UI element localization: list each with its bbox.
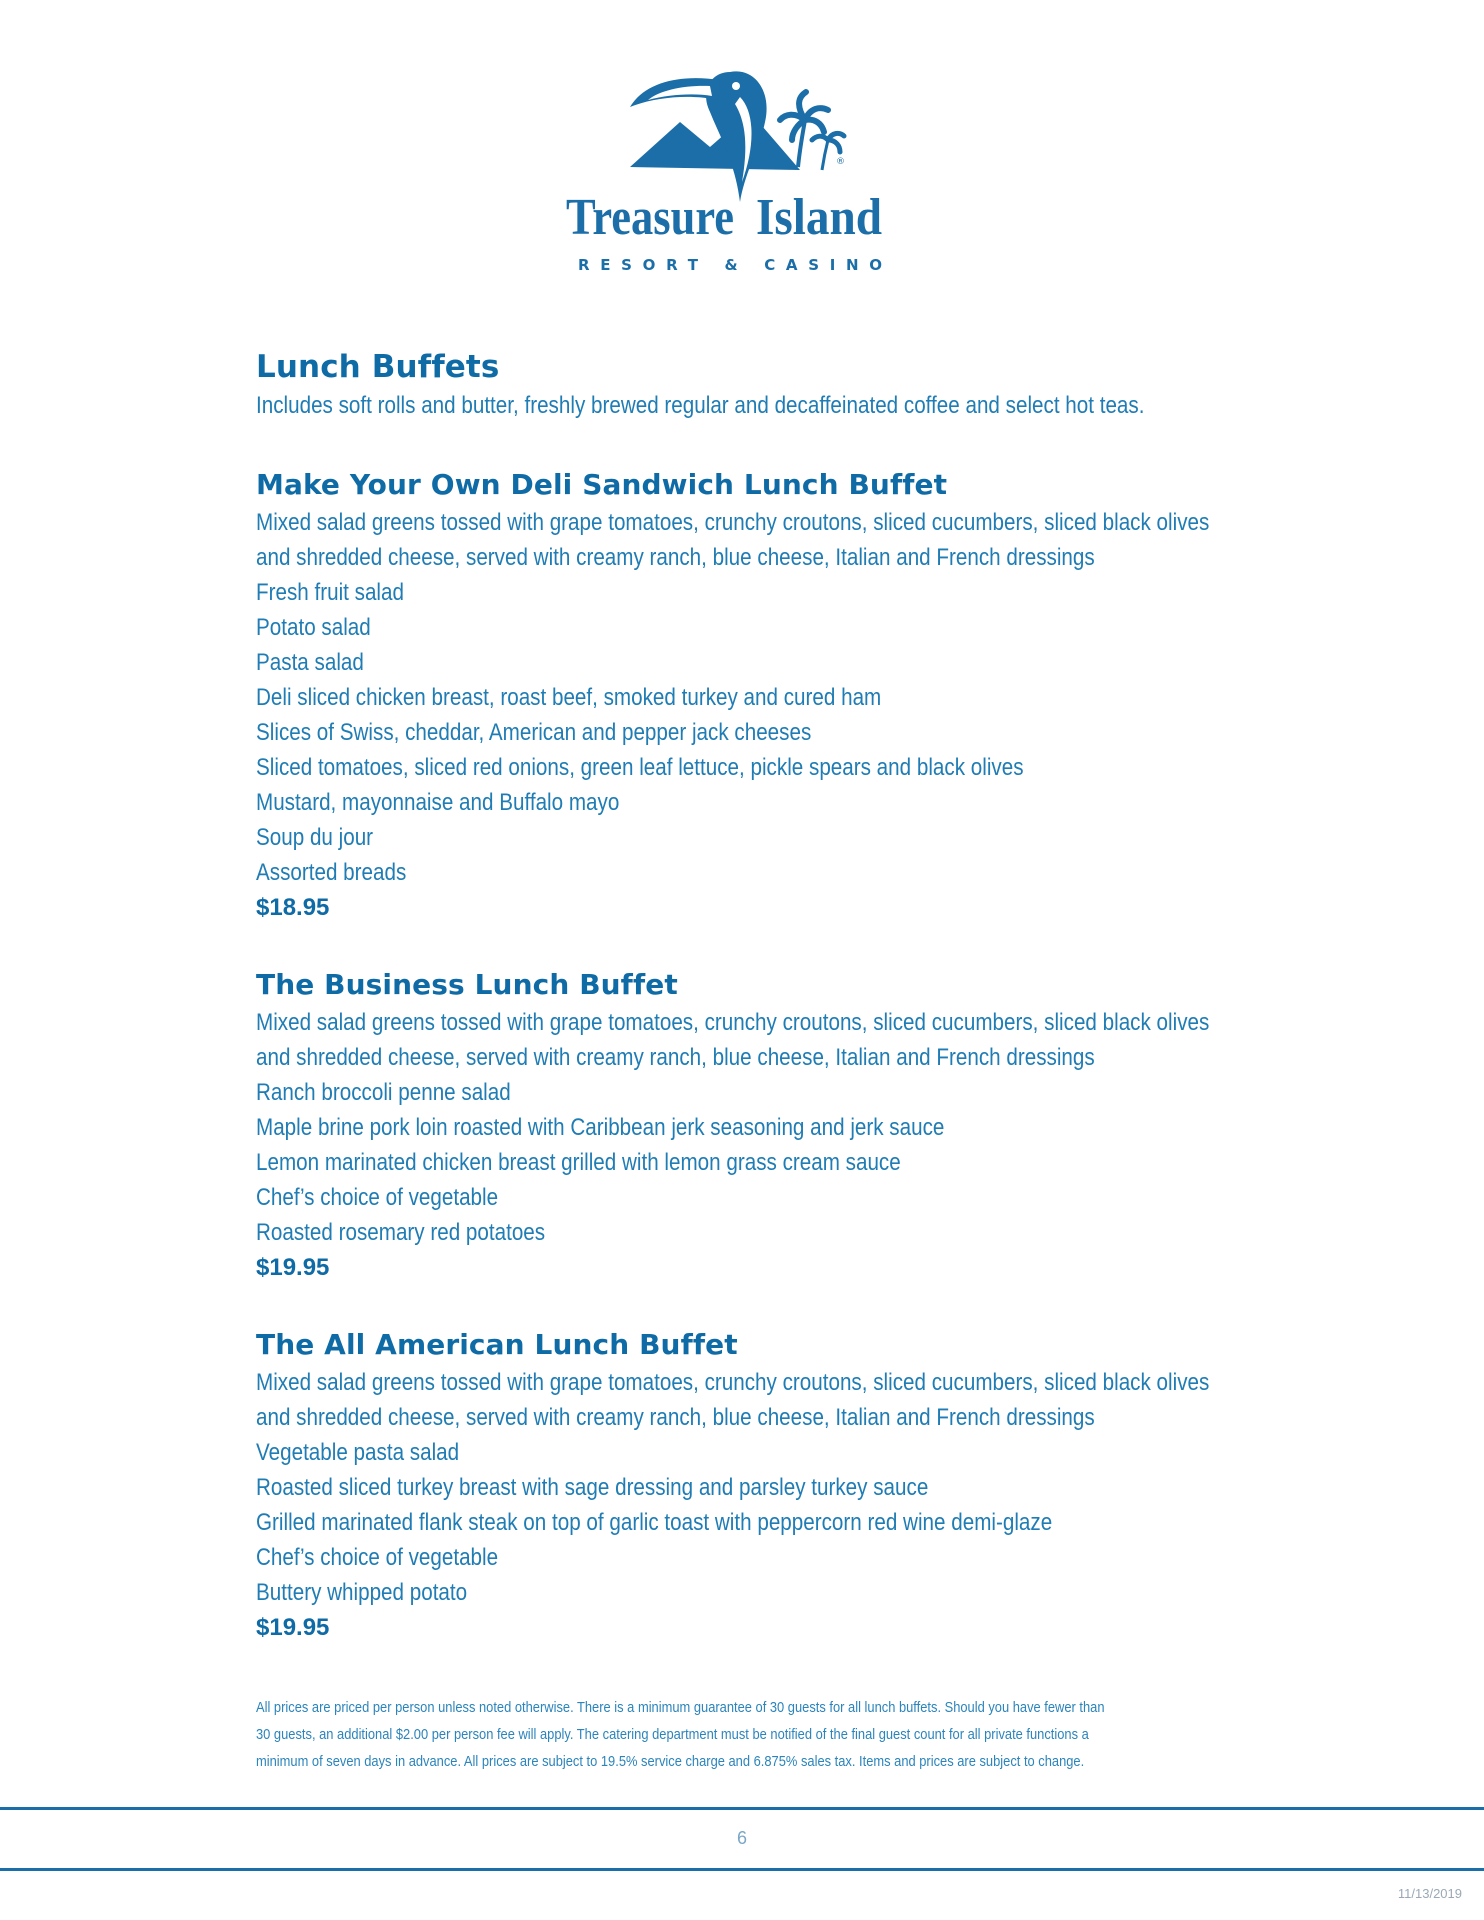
document-date: 11/13/2019	[1397, 1886, 1462, 1901]
menu-item-text: Soup du jour	[256, 824, 374, 851]
menu-item	[256, 1075, 1256, 1110]
menu-item-text: and shredded cheese, served with creamy ranch, blue cheese, Italian and French dressings	[256, 1044, 1095, 1071]
menu-item	[256, 715, 1256, 750]
menu-item	[256, 1540, 1256, 1575]
menu-item-text: Buttery whipped potato	[256, 1579, 468, 1606]
menu-item-text: Mixed salad greens tossed with grape tomatoes, crunchy croutons, sliced cucumbers, sliced black olives	[256, 1009, 1210, 1036]
menu-item	[256, 1470, 1256, 1505]
menu-item	[256, 1215, 1256, 1250]
menu-item-text: Roasted sliced turkey breast with sage dressing and parsley turkey sauce	[256, 1474, 929, 1501]
divider-bottom	[0, 1868, 1484, 1871]
menu-item-text: Pasta salad	[256, 649, 364, 676]
toucan-logo-graphic	[560, 52, 920, 282]
intro-text	[256, 388, 1256, 423]
menu-item-text: Mixed salad greens tossed with grape tomatoes, crunchy croutons, sliced cucumbers, sliced black olives	[256, 509, 1210, 536]
palm-trunk-2	[822, 140, 828, 170]
menu-content	[256, 346, 1256, 1685]
menu-item	[256, 785, 1256, 820]
intro-section	[256, 346, 1256, 423]
menu-item-text: Deli sliced chicken breast, roast beef, smoked turkey and cured ham	[256, 684, 882, 711]
footnote-line-1	[256, 1694, 1256, 1721]
menu-item-text: Assorted breads	[256, 859, 407, 886]
menu-item-text: Grilled marinated flank steak on top of garlic toast with peppercorn red wine demi-glaze	[256, 1509, 1053, 1536]
menu-item-text: Ranch broccoli penne salad	[256, 1079, 511, 1106]
menu-item	[256, 750, 1256, 785]
buffet-section	[256, 1325, 1256, 1645]
menu-item-text: Mixed salad greens tossed with grape tomatoes, crunchy croutons, sliced cucumbers, sliced black olives	[256, 1369, 1210, 1396]
buffet-title: The All American Lunch Buffet	[256, 1328, 738, 1361]
footnote-line-2-text: 30 guests, an additional $2.00 per person fee will apply. The catering department must be notified of the final guest count for all private functions a	[256, 1726, 1089, 1743]
menu-item	[256, 1110, 1256, 1145]
menu-item	[256, 855, 1256, 890]
menu-item	[256, 1400, 1256, 1435]
footnote-line-1-text: All prices are priced per person unless noted otherwise. There is a minimum guarantee of 30 guests for all lunch buffets. Should you have fewer than	[256, 1699, 1105, 1716]
page-title: Lunch Buffets	[256, 349, 500, 385]
menu-item-text: Mustard, mayonnaise and Buffalo mayo	[256, 789, 620, 816]
footnote-line-3-text: minimum of seven days in advance. All prices are subject to 19.5% service charge and 6.875% sales tax. Items and prices are subject to change.	[256, 1753, 1085, 1770]
menu-item-text: Roasted rosemary red potatoes	[256, 1219, 546, 1246]
treasure-island-logo	[560, 52, 920, 282]
buffet-title: The Business Lunch Buffet	[256, 968, 678, 1001]
footnote-line-2	[256, 1721, 1256, 1748]
menu-item	[256, 575, 1256, 610]
menu-item-text: Fresh fruit salad	[256, 579, 404, 606]
menu-item	[256, 610, 1256, 645]
menu-item-text: Potato salad	[256, 614, 371, 641]
menu-item	[256, 1575, 1256, 1610]
menu-item	[256, 540, 1256, 575]
buffet-section	[256, 965, 1256, 1285]
menu-item-text: Vegetable pasta salad	[256, 1439, 460, 1466]
menu-item-text: and shredded cheese, served with creamy ranch, blue cheese, Italian and French dressings	[256, 544, 1095, 571]
logo-name-left: Treasure	[566, 189, 734, 246]
intro-text-content: Includes soft rolls and butter, freshly brewed regular and decaffeinated coffee and select hot teas.	[256, 392, 1145, 419]
logo-tagline: RESORT & CASINO	[578, 256, 882, 274]
pricing-footnote	[256, 1694, 1256, 1775]
buffet-price: $18.95	[256, 894, 330, 921]
menu-item-text: Sliced tomatoes, sliced red onions, green leaf lettuce, pickle spears and black olives	[256, 754, 1024, 781]
menu-item	[256, 1435, 1256, 1470]
menu-item-text: Chef’s choice of vegetable	[256, 1544, 499, 1571]
divider-top	[0, 1807, 1484, 1810]
buffet-title: Make Your Own Deli Sandwich Lunch Buffet	[256, 468, 948, 501]
menu-item-text: Lemon marinated chicken breast grilled with lemon grass cream sauce	[256, 1149, 901, 1176]
menu-item	[256, 1005, 1256, 1040]
footnote-line-3	[256, 1748, 1256, 1775]
registered-mark: ®	[836, 157, 845, 167]
menu-item	[256, 1505, 1256, 1540]
page-number: 6	[736, 1828, 747, 1848]
buffet-price: $19.95	[256, 1254, 330, 1281]
menu-item-text: Maple brine pork loin roasted with Caribbean jerk seasoning and jerk sauce	[256, 1114, 945, 1141]
menu-item	[256, 1145, 1256, 1180]
buffet-price: $19.95	[256, 1614, 330, 1641]
menu-item	[256, 1365, 1256, 1400]
logo-name-right: Island	[756, 189, 883, 246]
buffet-section	[256, 465, 1256, 925]
toucan-eye	[732, 82, 740, 90]
menu-item-text: and shredded cheese, served with creamy ranch, blue cheese, Italian and French dressings	[256, 1404, 1095, 1431]
menu-item	[256, 505, 1256, 540]
menu-item	[256, 1040, 1256, 1075]
menu-item-text: Chef’s choice of vegetable	[256, 1184, 499, 1211]
menu-item	[256, 820, 1256, 855]
menu-item	[256, 680, 1256, 715]
buffet-list	[256, 465, 1256, 1645]
menu-item	[256, 645, 1256, 680]
menu-item-text: Slices of Swiss, cheddar, American and pepper jack cheeses	[256, 719, 812, 746]
menu-item	[256, 1180, 1256, 1215]
